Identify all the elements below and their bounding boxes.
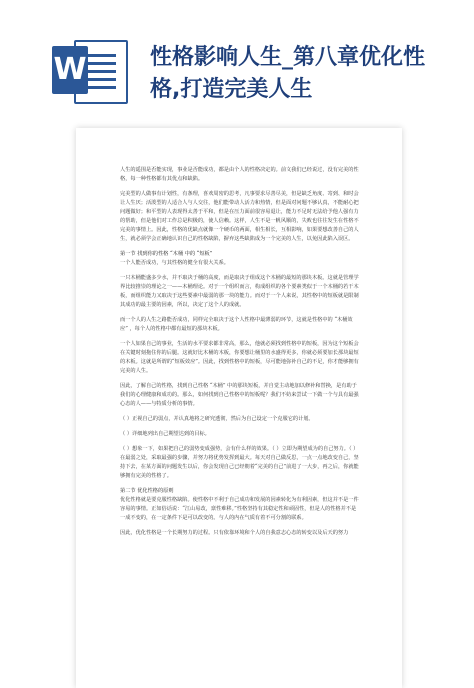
document-title: 性格影响人生_第八章优化性格,打造完美人生 (150, 45, 426, 102)
word-document-icon (52, 36, 126, 104)
word-icon-line (86, 78, 116, 81)
paragraph: 一个人如果自己的事业，生活的水平要求都非常高，那么，他就必须找到性格中的短板，因为这个短板会在关键时刻拖住你的后腿。这就好比木桶的木板，你要想让桶里的水盛得更多，你就必须要加长那块最短的木板。这就是所谓的“短板效应”。因此，找到性格中的短板，尽可能地弥补自己的不足，你才能够拥有完美的人生。 (120, 341, 359, 374)
paragraph: （ ）详细地列出自己期望达到的目标。 (120, 431, 210, 437)
word-icon-line (86, 54, 116, 57)
word-icon-line (86, 86, 116, 89)
paragraph: 一个人能否成功，与其性格的健全有很大关系。 (120, 260, 229, 266)
paragraph: 而一个人的人生之路能否成功，同样完全取决于这个人性格中最薄弱的环节，这就是性格中的 “木桶效应” ，每个人的性格中都有最短的那块木板。 (120, 317, 353, 332)
paragraph: （ ）想象一下，如果把自己的弱势变成强势，会有什么样的效果。（ ）立即为期望成为的自己努力。（ ）在最弱之处，采取最强的步骤，并努力将优势发挥到最大。每天对自己做反思，一点一点地改变自己，坚持下去，在某方面的问题发生以后，你会发现自己已经朝着“完美的自己”前进了一大步，再之后，你就能够拥有完美的性格了。 (120, 446, 359, 479)
paragraph: （ ）正视自己的弱点，并认真地将之研究透彻，然后为自己设定一个克服它的计划。 (120, 416, 314, 422)
paragraph: 因此，优化性格是一个长期努力的过程。只有依靠环境和个人的自我意志心态的转变以及后天的努力 (120, 530, 349, 536)
section-heading: 第二节 优化性格的原则 (120, 488, 174, 494)
word-icon-line (86, 62, 116, 65)
section-heading: 第一节 找到你的性格 “木桶 中的 “短板” (120, 251, 213, 257)
word-icon-letter: W (52, 46, 88, 94)
paragraph: 人生的遥围是否能实现，事业是否能成功，都是由个人的性格决定的。前文我们已经说过，没有完美的性格，每一种性格都有其优点和缺陷。 (120, 167, 359, 182)
document-header (0, 0, 474, 128)
paragraph: 因此，了解自己的性格，找到自己性格 “木桶” 中的那块短板，并自觉主动地加以修补和替换，是有助于我们的心理健康和成功的。那么，如何找到自己性格中的短板呢？我们不妨来尝试一下做一个与具有最强心态的人——与特质分析的事情。 (120, 383, 359, 407)
document-body (120, 166, 360, 544)
document-page (76, 128, 402, 688)
paragraph: 完美型的人做事有计划性，有条理，喜欢周密的思考，凡事要求尽善尽美，但是缺乏角度、寄到、和时会让人生厌；活泼型的人适合人与人交往，他们能带动人活力和热情，但是面对问题不够认真，不能耐心把问题做好；和平型的人表现得太善于平和，但是在压力面前很容易退让，能力不足时无法给予他人强有力的帮助，但是他们对工作总是积极的，使人信赖。这样，人生不是一帆风顺的，失败也往往发生在性格不完美的事情上。因此，性格的优缺点就像一个硬币的两面，相生相长，互相影响，如果要想改善自己的人生，就必须学会正确地认识自己的性格缺陷，摒弃这些缺陷成为一个完美的人生，以免因此陷入误区。 (120, 191, 359, 242)
paragraph: 优化性格就是要克服性格缺陷。使性格中不利于自己成功和发展的因素转化为有利因素，但这并不是一件容易的事情。正如俗话说：“江山易改，禀性难移。”性格坚持有其稳定性和顽固性，但是人的性格并不是一成不变的，在一定条件下是可以改变的。与人的内在气质有着不可分割的联系。 (120, 497, 359, 521)
paragraph: 一只木桶能盛多少水，并不取决于桶的高度，而是取决于组成这个木桶的最短的那块木板。这就是管理学界比较推崇的理论之一——木桶理论。对于一个组织而言，构成组织的各个要素类似于一个木桶的若干木板，而组织能力又取决于这些要素中最弱的那一块的能力。而对于一个人来说，其性格中的短板就是限制其成功的最主要的因素，所以，决定了这个人的成就。 (120, 275, 359, 308)
word-icon-line (86, 70, 116, 73)
